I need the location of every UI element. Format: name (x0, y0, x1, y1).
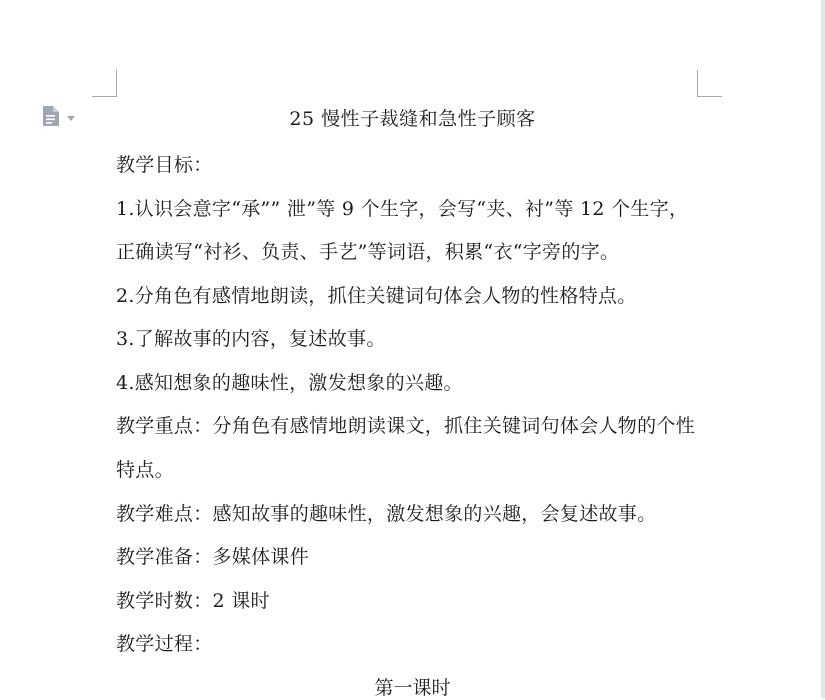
body-line: 4.感知想象的趣味性，激发想象的兴趣。 (116, 372, 463, 394)
body-line: 教学重点：分角色有感情地朗读课文，抓住关键词句体会人物的个性 (116, 415, 696, 437)
section-heading: 第一课时 (374, 677, 451, 699)
body-line: 1.认识会意字“承”” 泄”等 9 个生字，会写“夹、衬”等 12 个生字， (116, 198, 689, 220)
body-line: 正确读写“衬衫、负责、手艺”等词语，积累“衣“字旁的字。 (116, 241, 620, 263)
body-line: 教学过程： (116, 633, 213, 655)
body-line: 特点。 (116, 459, 174, 481)
body-line: 教学目标： (116, 154, 213, 176)
body-line: 2.分角色有感情地朗读，抓住关键词句体会人物的性格特点。 (116, 285, 637, 307)
document-title: 25 慢性子裁缝和急性子顾客 (289, 108, 536, 130)
body-line: 教学时数：2 课时 (116, 590, 270, 612)
margin-corner-top-right (697, 70, 722, 97)
body-line: 教学难点：感知故事的趣味性，激发想象的兴趣，会复述故事。 (116, 503, 657, 525)
margin-corner-top-left (92, 70, 117, 97)
body-line: 3.了解故事的内容，复述故事。 (116, 328, 386, 350)
body-line: 教学准备：多媒体课件 (116, 546, 310, 568)
